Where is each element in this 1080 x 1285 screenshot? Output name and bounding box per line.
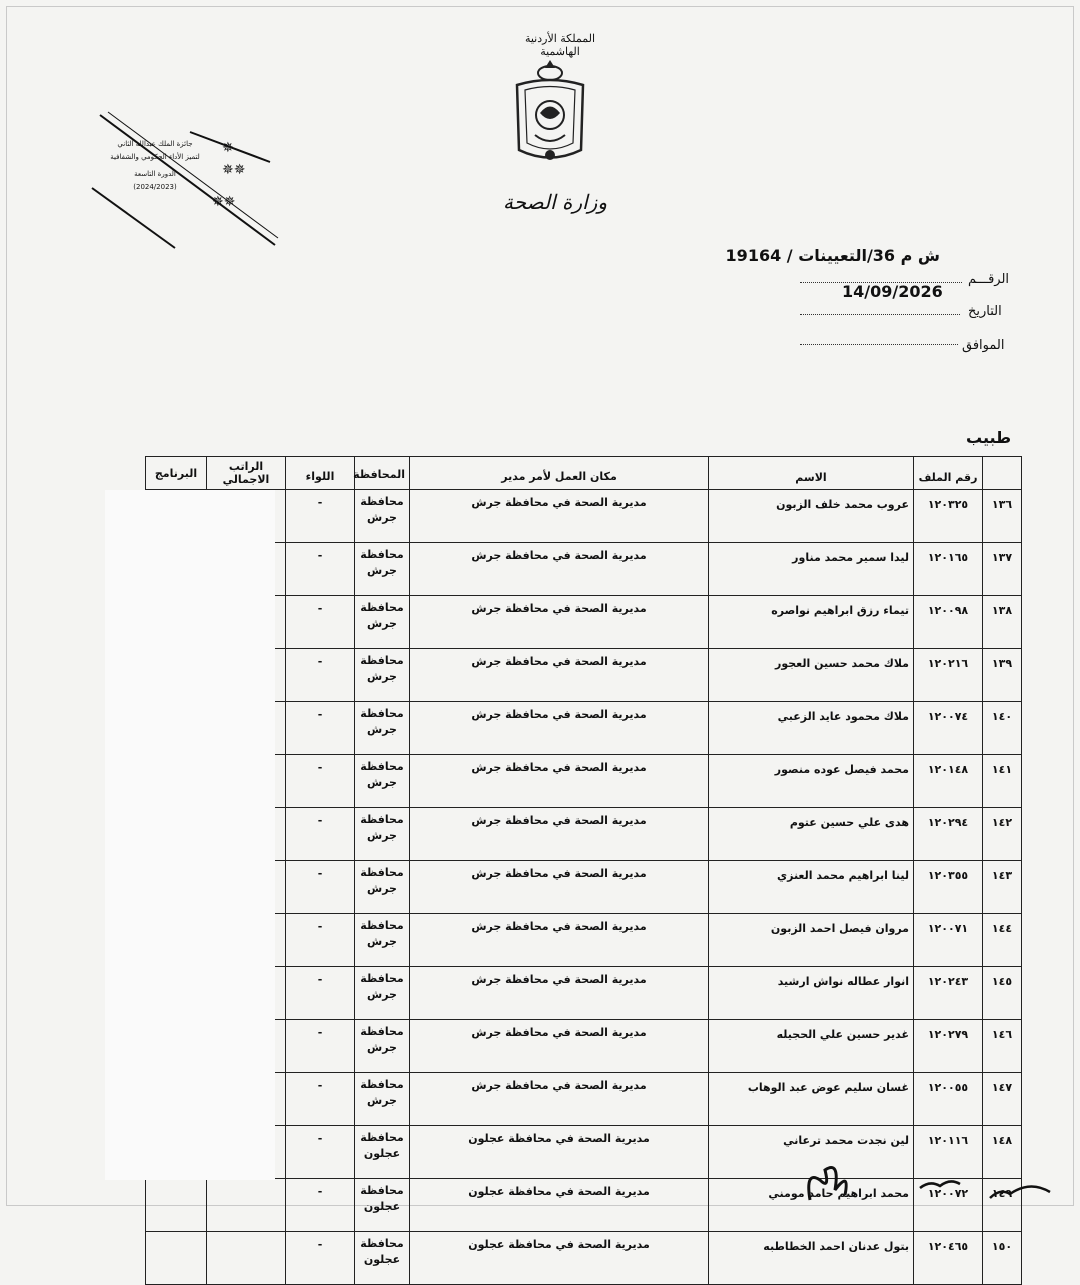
row-governorate [355,967,410,1020]
governorate-line1: محافظة [360,760,404,773]
governorate-line2: جرش [367,670,397,683]
row-file-number: ١٢٠٣٥٥ [914,861,983,914]
governorate-line1: محافظة [360,919,404,932]
row-governorate [355,490,410,543]
governorate-line2: عجلون [363,1253,401,1266]
row-district: - [286,596,355,649]
governorate-line2: جرش [367,723,397,736]
row-file-number: ١٢٠٠٥٥ [914,1073,983,1126]
row-governorate [355,808,410,861]
row-governorate [355,861,410,914]
ministry-name: وزارة الصحة [503,190,607,214]
row-file-number: ١٢٠٠٧٤ [914,702,983,755]
row-governorate [355,1073,410,1126]
row-district: - [286,1232,355,1285]
row-district: - [286,914,355,967]
row-workplace: مديرية الصحة في محافظة جرش [410,755,709,808]
table-row [146,808,1022,861]
row-file-number: ١٢٠١١٦ [914,1126,983,1179]
table-header-row [146,457,1022,490]
row-district: - [286,1073,355,1126]
header-district: اللواء [286,457,355,490]
governorate-line1: محافظة [360,495,404,508]
row-workplace: مديرية الصحة في محافظة جرش [410,1020,709,1073]
row-district: - [286,1126,355,1179]
header-work: مكان العمل لأمر مدير [410,457,709,490]
governorate-line1: محافظة [360,548,404,561]
governorate-line1: محافظة [360,813,404,826]
row-workplace: مديرية الصحة في محافظة جرش [410,702,709,755]
ref-label: الرقـــم [968,272,1010,287]
row-name: عروب محمد خلف الزبون [709,490,914,543]
governorate-line1: محافظة [360,1078,404,1091]
row-file-number: ١٢٠٢٩٤ [914,808,983,861]
row-district: - [286,808,355,861]
row-governorate [355,1232,410,1285]
kingdom-script: المملكة الأردنية الهاشمية [524,32,596,58]
row-district: - [286,861,355,914]
row-governorate [355,1126,410,1179]
row-name: مروان فيصل احمد الزبون [709,914,914,967]
table-row [146,649,1022,702]
row-file-number: ١٢٠٠٩٨ [914,596,983,649]
row-name: ملاك محمد حسين العجور [709,649,914,702]
row-index: ١٤٠ [983,702,1022,755]
governorate-line2: جرش [367,935,397,948]
header-file: رقم الملف [914,457,983,490]
row-district: - [286,702,355,755]
row-name: لين نجدت محمد ترعاني [709,1126,914,1179]
table-row [146,861,1022,914]
award-text: جائزة الملك عبدالله الثاني لتميز الأداء الحكومي والشفافية الدورة التاسعة (2024/2023) [110,140,200,191]
header-program: البرنامج [146,457,207,490]
row-name: لينا ابراهيم محمد العنزي [709,861,914,914]
row-district: - [286,1020,355,1073]
row-file-number: ١٢٠١٦٥ [914,543,983,596]
row-name: هدى علي حسين عتوم [709,808,914,861]
row-file-number: ١٢٠٠٧١ [914,914,983,967]
row-file-number: ١٢٠٢٤٣ [914,967,983,1020]
governorate-line2: جرش [367,1041,397,1054]
row-governorate [355,914,410,967]
hijri-dotline [800,344,958,345]
table-row [146,967,1022,1020]
row-name: انوار عطاله نواش ارشيد [709,967,914,1020]
governorate-line1: محافظة [360,1131,404,1144]
row-index: ١٤٧ [983,1073,1022,1126]
row-district: - [286,1179,355,1232]
governorate-line1: محافظة [360,1184,404,1197]
signatures [790,1150,1070,1210]
row-governorate [355,596,410,649]
governorate-line2: جرش [367,564,397,577]
date-label: التاريخ [968,304,1002,319]
job-title: طبيب [966,428,1012,447]
row-file-number: ١٢٠١٤٨ [914,755,983,808]
row-index: ١٥٠ [983,1232,1022,1285]
row-workplace: مديرية الصحة في محافظة جرش [410,543,709,596]
governorate-line2: جرش [367,988,397,1001]
row-file-number: ١٢٠٤٦٥ [914,1232,983,1285]
row-index: ١٤٣ [983,861,1022,914]
governorate-line2: جرش [367,511,397,524]
hijri-label: الموافق [962,338,1005,353]
row-name: ليدا سمير محمد مناور [709,543,914,596]
governorate-line2: جرش [367,829,397,842]
row-program [146,1232,207,1285]
governorate-line1: محافظة [360,1025,404,1038]
row-name: ملاك محمود عايد الزعبي [709,702,914,755]
redacted-area [105,490,275,1180]
row-name: غسان سليم عوض عبد الوهاب [709,1073,914,1126]
governorate-line1: محافظة [360,601,404,614]
table-row [146,914,1022,967]
row-index: ١٣٨ [983,596,1022,649]
row-index: ١٣٧ [983,543,1022,596]
row-index: ١٤٢ [983,808,1022,861]
row-district: - [286,543,355,596]
governorate-line2: جرش [367,1094,397,1107]
row-index: ١٤٥ [983,967,1022,1020]
jordan-emblem-icon [505,55,595,170]
governorate-line1: محافظة [360,654,404,667]
row-workplace: مديرية الصحة في محافظة عجلون [410,1232,709,1285]
row-salary [207,1179,286,1232]
governorate-line2: جرش [367,617,397,630]
row-index: ١٤٩ [983,1179,1022,1232]
row-workplace: مديرية الصحة في محافظة جرش [410,1073,709,1126]
governorate-line2: عجلون [363,1147,401,1160]
table-row [146,702,1022,755]
row-file-number: ١٢٠٠٧٢ [914,1179,983,1232]
svg-text:✵: ✵ [222,140,234,156]
date-value: 14/09/2026 [842,282,943,301]
header-name: الاسم [709,457,914,490]
row-workplace: مديرية الصحة في محافظة عجلون [410,1126,709,1179]
governorate-line2: جرش [367,776,397,789]
row-workplace: مديرية الصحة في محافظة جرش [410,596,709,649]
svg-text:✵✵: ✵✵ [222,162,246,178]
row-workplace: مديرية الصحة في محافظة جرش [410,808,709,861]
governorate-line1: محافظة [360,972,404,985]
header-governorate: المحافظة [355,457,410,490]
row-workplace: مديرية الصحة في محافظة جرش [410,490,709,543]
header-index [983,457,1022,490]
row-governorate [355,649,410,702]
row-index: ١٤٤ [983,914,1022,967]
reference-number: ش م 36/التعيينات / 19164 [725,246,940,265]
table-row [146,543,1022,596]
table-row [146,1073,1022,1126]
row-workplace: مديرية الصحة في محافظة جرش [410,914,709,967]
row-name: تيماء رزق ابراهيم نواصره [709,596,914,649]
row-workplace: مديرية الصحة في محافظة جرش [410,861,709,914]
table-row [146,1020,1022,1073]
row-index: ١٤١ [983,755,1022,808]
row-district: - [286,755,355,808]
governorate-line2: جرش [367,882,397,895]
table-row [146,1232,1022,1285]
svg-text:✵✵: ✵✵ [212,194,236,210]
row-file-number: ١٢٠٢١٦ [914,649,983,702]
table-row [146,596,1022,649]
governorate-line1: محافظة [360,1237,404,1250]
table-row [146,490,1022,543]
row-index: ١٣٩ [983,649,1022,702]
governorate-line1: محافظة [360,866,404,879]
row-name: محمد ابراهيم حامد مومني [709,1179,914,1232]
row-index: ١٣٦ [983,490,1022,543]
row-district: - [286,490,355,543]
row-name: غدير حسين علي الحجيله [709,1020,914,1073]
row-district: - [286,967,355,1020]
row-workplace: مديرية الصحة في محافظة جرش [410,649,709,702]
row-index: ١٤٨ [983,1126,1022,1179]
date-dotline [800,314,960,315]
governorate-line2: عجلون [363,1200,401,1213]
row-governorate [355,543,410,596]
row-workplace: مديرية الصحة في محافظة عجلون [410,1179,709,1232]
row-governorate [355,1179,410,1232]
row-governorate [355,702,410,755]
row-name: بتول عدنان احمد الخطاطبه [709,1232,914,1285]
row-file-number: ١٢٠٣٢٥ [914,490,983,543]
row-workplace: مديرية الصحة في محافظة جرش [410,967,709,1020]
row-program [146,1179,207,1232]
governorate-line1: محافظة [360,707,404,720]
row-name: محمد فيصل عوده منصور [709,755,914,808]
row-salary [207,1232,286,1285]
header-salary: الراتب الاجمالي [207,457,286,490]
row-file-number: ١٢٠٢٧٩ [914,1020,983,1073]
row-governorate [355,755,410,808]
table-row [146,755,1022,808]
row-district: - [286,649,355,702]
row-index: ١٤٦ [983,1020,1022,1073]
row-governorate [355,1020,410,1073]
